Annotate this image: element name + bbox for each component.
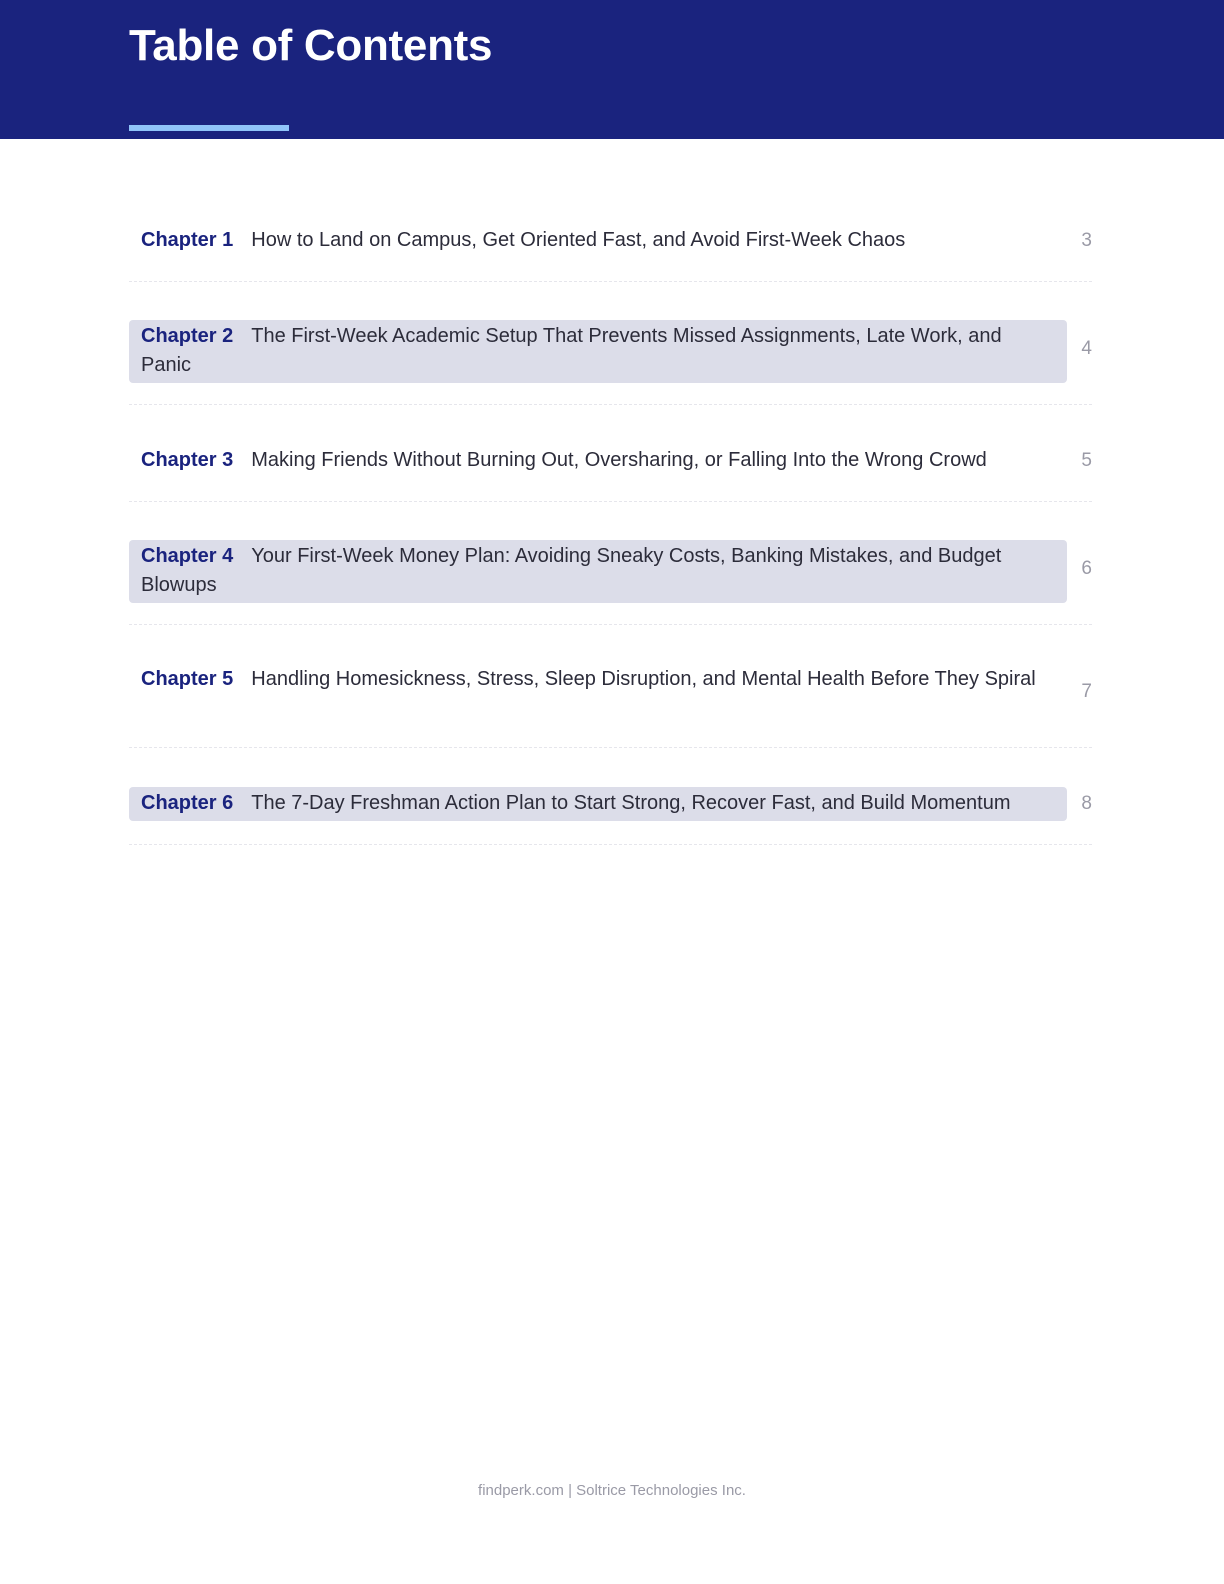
chapter-label: Chapter 3 — [141, 449, 234, 471]
chapter-title: Your First-Week Money Plan: Avoiding Sneaky Costs, Banking Mistakes, and Budget Blowups — [141, 545, 1002, 596]
page-number: 7 — [1081, 681, 1092, 702]
chapter-label: Chapter 4 — [141, 545, 234, 567]
page-number: 8 — [1081, 793, 1092, 814]
toc-entry-text — [129, 444, 1067, 478]
page-title: Table of Contents — [129, 21, 493, 70]
chapter-title: The 7-Day Freshman Action Plan to Start Strong, Recover Fast, and Build Momentum — [251, 792, 1011, 814]
chapter-label: Chapter 2 — [141, 325, 234, 347]
toc-entry-text — [129, 540, 1067, 603]
toc-entry-text — [129, 787, 1067, 821]
toc-entry-chapter-3[interactable] — [129, 417, 1092, 502]
chapter-title: Making Friends Without Burning Out, Oversharing, or Falling Into the Wrong Crowd — [251, 449, 987, 471]
toc-entry-text — [129, 663, 1067, 697]
page-number: 5 — [1081, 450, 1092, 471]
page-number: 6 — [1081, 558, 1092, 579]
toc-entry-chapter-1[interactable] — [129, 197, 1092, 282]
title-accent-bar — [129, 125, 289, 131]
chapter-label: Chapter 1 — [141, 229, 234, 251]
chapter-label: Chapter 6 — [141, 792, 234, 814]
page-number: 3 — [1081, 230, 1092, 251]
toc-entry-text — [129, 320, 1067, 383]
chapter-title: Handling Homesickness, Stress, Sleep Disruption, and Mental Health Before They Spiral — [251, 668, 1036, 690]
chapter-title: The First-Week Academic Setup That Prevents Missed Assignments, Late Work, and Panic — [141, 325, 1002, 376]
page-header — [0, 0, 1224, 139]
chapter-title: How to Land on Campus, Get Oriented Fast, and Avoid First-Week Chaos — [251, 229, 906, 251]
table-of-contents — [129, 197, 1092, 857]
toc-entry-chapter-5[interactable] — [129, 637, 1092, 748]
toc-entry-chapter-6[interactable] — [129, 760, 1092, 845]
page-footer: findperk.com | Soltrice Technologies Inc. — [478, 1482, 746, 1499]
page-number: 4 — [1081, 338, 1092, 359]
chapter-label: Chapter 5 — [141, 668, 234, 690]
toc-entry-text — [129, 224, 1067, 258]
toc-entry-chapter-2[interactable] — [129, 294, 1092, 405]
toc-entry-chapter-4[interactable] — [129, 514, 1092, 625]
